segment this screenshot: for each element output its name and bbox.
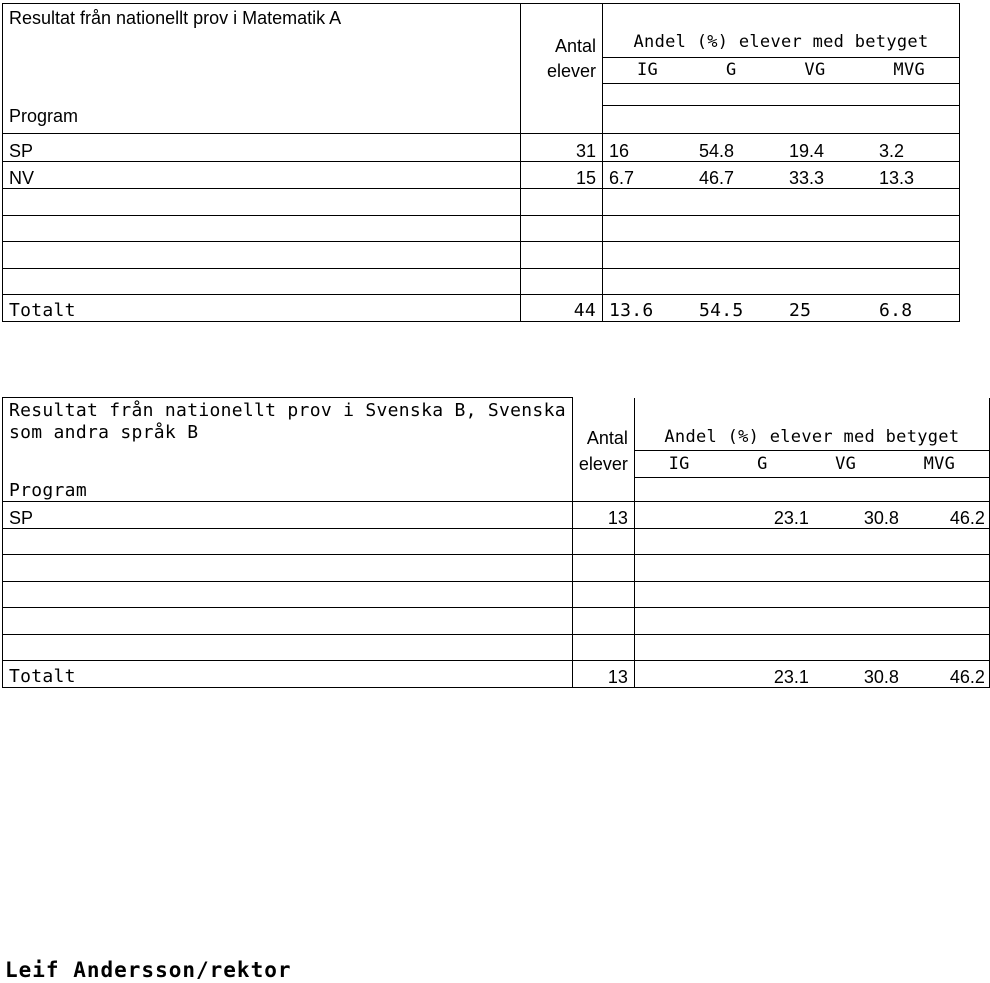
empty-cell — [602, 106, 959, 134]
total-antal: 44 — [520, 295, 602, 322]
row-vg: 19.4 — [788, 141, 825, 161]
table-header-row — [3, 398, 990, 478]
col-header-antal-line2: elever — [578, 453, 628, 474]
total-vg: 30.8 — [863, 666, 899, 687]
results-table-svenska-b — [2, 397, 990, 688]
col-header-andel — [634, 398, 989, 478]
total-row — [3, 660, 990, 687]
col-header-andel-label: Andel (%) elever med betyget — [603, 4, 959, 58]
total-label: Totalt — [3, 295, 521, 322]
empty-row — [3, 269, 960, 295]
grade-header-vg: VG — [835, 453, 857, 474]
table-row — [3, 162, 960, 189]
total-mvg: 46.2 — [949, 666, 985, 687]
row-program: SP — [3, 501, 573, 528]
empty-row — [3, 189, 960, 216]
row-vg: 30.8 — [863, 507, 899, 528]
total-g: 23.1 — [773, 666, 809, 687]
grade-header-g: G — [725, 60, 737, 80]
col-header-antal-line1: Antal — [586, 427, 628, 448]
grade-header-row — [603, 58, 959, 84]
row-ig: 16 — [608, 141, 630, 161]
row-antal: 13 — [572, 501, 634, 528]
row-ig — [635, 508, 725, 528]
total-antal: 13 — [572, 660, 634, 687]
row-g: 46.7 — [698, 168, 735, 188]
empty-row — [3, 242, 960, 269]
total-g: 54.5 — [698, 300, 744, 321]
table-row — [3, 134, 960, 162]
empty-cell — [572, 477, 634, 501]
results-table-matematik-a — [2, 3, 960, 322]
program-label: Program — [3, 477, 573, 501]
total-label: Totalt — [3, 660, 573, 687]
row-vg: 33.3 — [788, 168, 825, 188]
col-header-antal — [520, 4, 602, 106]
grade-header-ig: IG — [636, 60, 659, 80]
empty-row — [3, 634, 990, 660]
table-title-line1: Resultat från nationellt prov i Svenska B, Svenska — [9, 400, 566, 421]
row-antal: 31 — [520, 134, 602, 162]
grade-header-mvg: MVG — [893, 60, 926, 80]
col-header-antal-line1: Antal — [554, 36, 596, 56]
program-label-row — [3, 106, 960, 134]
table-title: Resultat från nationellt prov i Matematik A — [9, 8, 342, 28]
empty-row — [3, 528, 990, 554]
row-grades — [634, 501, 989, 528]
grade-header-g: G — [757, 453, 768, 474]
row-program: SP — [3, 134, 521, 162]
grade-header-row — [635, 451, 989, 477]
total-grades — [602, 295, 959, 322]
empty-row — [3, 581, 990, 607]
grade-header-mvg: MVG — [923, 453, 956, 474]
program-label-row — [3, 477, 990, 501]
grade-header-ig: IG — [668, 453, 690, 474]
row-ig: 6.7 — [608, 168, 635, 188]
row-antal: 15 — [520, 162, 602, 189]
total-row — [3, 295, 960, 322]
table-row — [3, 501, 990, 528]
row-grades — [602, 162, 959, 189]
total-ig: 13.6 — [608, 300, 654, 321]
table-title-cell — [3, 398, 573, 478]
grade-header-vg: VG — [804, 60, 826, 80]
total-vg: 25 — [788, 300, 812, 321]
total-mvg: 6.8 — [878, 300, 913, 321]
empty-cell — [520, 106, 602, 134]
col-header-andel-label: Andel (%) elever med betyget — [635, 398, 989, 451]
col-header-andel — [602, 4, 959, 106]
col-header-antal — [572, 398, 634, 478]
total-grades — [634, 660, 989, 687]
table-title-line2: som andra språk B — [9, 422, 199, 443]
empty-row — [3, 607, 990, 634]
total-ig — [635, 667, 725, 687]
empty-cell — [634, 477, 989, 501]
row-g: 23.1 — [773, 507, 809, 528]
row-grades — [602, 134, 959, 162]
table-header-row — [3, 4, 960, 106]
row-mvg: 3.2 — [878, 141, 905, 161]
row-program: NV — [3, 162, 521, 189]
empty-row — [3, 216, 960, 242]
table-title-cell — [3, 4, 521, 106]
row-g: 54.8 — [698, 141, 735, 161]
row-mvg: 13.3 — [878, 168, 915, 188]
empty-row — [3, 554, 990, 581]
row-mvg: 46.2 — [949, 507, 985, 528]
col-header-antal-line2: elever — [546, 61, 596, 81]
signature: Leif Andersson/rektor — [5, 958, 292, 982]
program-label: Program — [3, 106, 521, 134]
